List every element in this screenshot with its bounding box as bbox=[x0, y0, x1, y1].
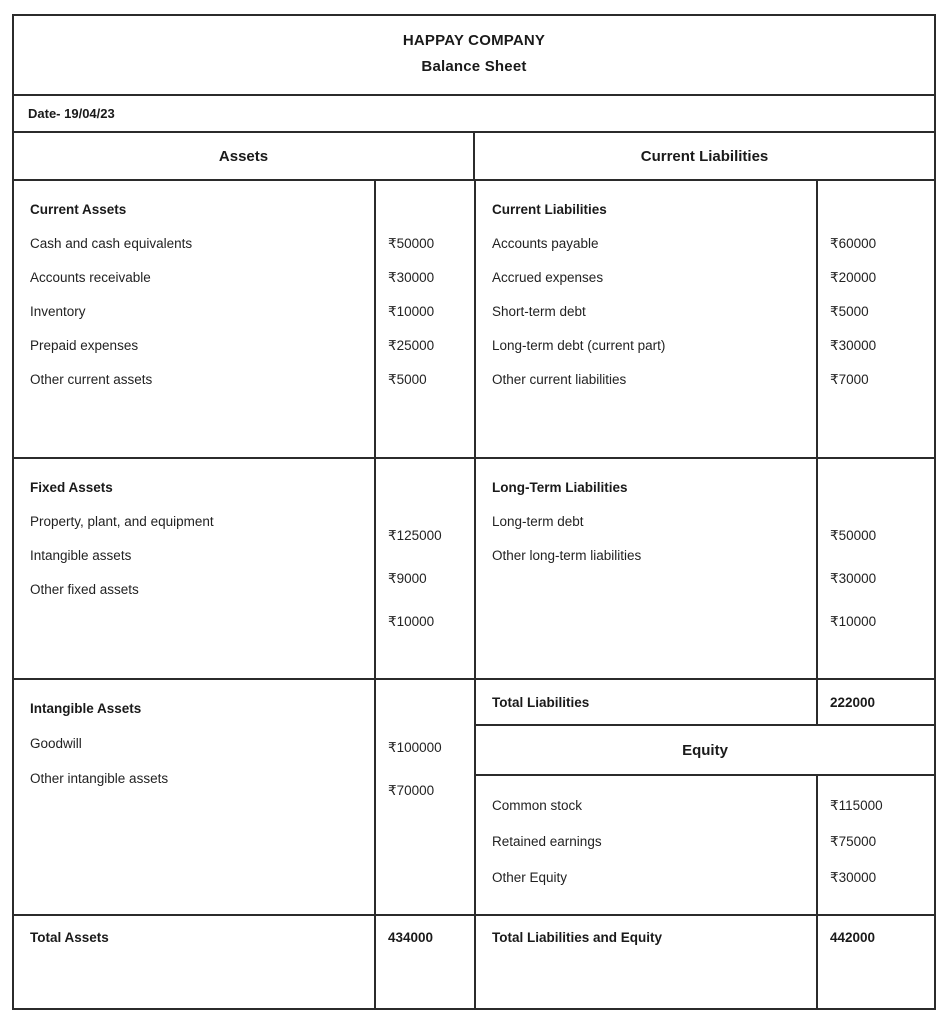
list-item: Prepaid expenses bbox=[30, 338, 139, 353]
amount-value: ₹20000 bbox=[830, 270, 877, 285]
long-term-liabilities-section bbox=[476, 459, 934, 680]
total-liabilities-label: Total Liabilities bbox=[492, 694, 590, 710]
list-item: Other intangible assets bbox=[30, 771, 169, 786]
current-liabilities-section bbox=[476, 181, 934, 459]
current-liabilities-title: Current Liabilities bbox=[492, 202, 607, 217]
assets-column bbox=[14, 181, 476, 1008]
date-row: Date- 19/04/23 bbox=[14, 96, 934, 133]
amount-value: ₹70000 bbox=[388, 783, 435, 798]
amount-value: ₹7000 bbox=[830, 372, 869, 387]
amount-spacer bbox=[388, 193, 474, 227]
equity-header: Equity bbox=[476, 726, 934, 776]
column-headers-row bbox=[14, 133, 934, 181]
amount-value: ₹60000 bbox=[830, 236, 877, 251]
total-assets-row bbox=[14, 916, 474, 1008]
amount-value: ₹10000 bbox=[830, 614, 877, 629]
amount-value: ₹115000 bbox=[830, 798, 883, 813]
amount-value: ₹30000 bbox=[388, 270, 435, 285]
list-item: Other long-term liabilities bbox=[492, 548, 642, 563]
list-item: Accounts receivable bbox=[30, 270, 151, 285]
current-assets-amounts bbox=[374, 181, 474, 457]
amount-value: ₹100000 bbox=[388, 740, 442, 755]
amount-value: ₹30000 bbox=[830, 870, 877, 885]
list-item: Cash and cash equivalents bbox=[30, 236, 193, 251]
document-subtitle: Balance Sheet bbox=[421, 58, 527, 75]
total-liabilities-amount: 222000 bbox=[816, 680, 934, 724]
fixed-assets-title: Fixed Assets bbox=[30, 480, 113, 495]
list-item: Accrued expenses bbox=[492, 270, 604, 285]
list-item: Common stock bbox=[492, 798, 583, 813]
amount-value: ₹9000 bbox=[388, 571, 427, 586]
amount-value: ₹5000 bbox=[830, 304, 869, 319]
amount-value: ₹10000 bbox=[388, 614, 435, 629]
amount-spacer bbox=[388, 692, 474, 726]
current-assets-section bbox=[14, 181, 474, 459]
current-assets-title: Current Assets bbox=[30, 202, 127, 217]
company-name: HAPPAY COMPANY bbox=[402, 32, 546, 49]
list-item: Retained earnings bbox=[492, 834, 602, 849]
document-title-block bbox=[14, 16, 934, 96]
list-item: Property, plant, and equipment bbox=[30, 514, 214, 529]
amount-value: ₹125000 bbox=[388, 528, 442, 543]
amount-value: ₹5000 bbox=[388, 372, 427, 387]
total-liabilities-and-equity-row bbox=[476, 916, 934, 1008]
list-item: Short-term debt bbox=[492, 304, 586, 319]
amount-value: ₹25000 bbox=[388, 338, 435, 353]
list-item: Other current liabilities bbox=[492, 372, 627, 387]
list-item: Intangible assets bbox=[30, 548, 132, 563]
intangible-assets-title: Intangible Assets bbox=[30, 701, 142, 716]
intangible-assets-labels bbox=[14, 680, 374, 914]
list-item: Goodwill bbox=[30, 736, 82, 751]
total-assets-label: Total Assets bbox=[30, 930, 109, 945]
list-item: Inventory bbox=[30, 304, 86, 319]
list-item: Other fixed assets bbox=[30, 582, 139, 597]
current-liabilities-column-header: Current Liabilities bbox=[640, 147, 769, 165]
list-item: Accounts payable bbox=[492, 236, 599, 251]
equity-labels bbox=[476, 776, 816, 914]
long-term-liabilities-labels bbox=[476, 459, 816, 678]
fixed-assets-amounts bbox=[374, 459, 474, 678]
amount-spacer bbox=[388, 471, 474, 514]
current-liabilities-amounts bbox=[816, 181, 934, 457]
list-item: Other current assets bbox=[30, 372, 153, 387]
equity-section bbox=[476, 776, 934, 916]
assets-column-header: Assets bbox=[14, 133, 475, 179]
total-assets-amount: 434000 bbox=[374, 916, 474, 1008]
amount-value: ₹75000 bbox=[830, 834, 877, 849]
intangible-assets-section bbox=[14, 680, 474, 916]
current-assets-labels bbox=[14, 181, 374, 457]
fixed-assets-section bbox=[14, 459, 474, 680]
fixed-assets-labels bbox=[14, 459, 374, 678]
intangible-assets-amounts bbox=[374, 680, 474, 914]
total-liabilities-row bbox=[476, 680, 934, 726]
equity-amounts bbox=[816, 776, 934, 914]
list-item: Other Equity bbox=[492, 870, 568, 885]
current-liabilities-labels bbox=[476, 181, 816, 457]
amount-spacer bbox=[830, 193, 934, 227]
grand-total-label: Total Liabilities and Equity bbox=[492, 930, 663, 945]
long-term-liabilities-title: Long-Term Liabilities bbox=[492, 480, 628, 495]
liabilities-column bbox=[476, 181, 934, 1008]
sheet-body bbox=[14, 181, 934, 1008]
long-term-liabilities-amounts bbox=[816, 459, 934, 678]
list-item: Long-term debt bbox=[492, 514, 584, 529]
amount-value: ₹30000 bbox=[830, 338, 877, 353]
amount-value: ₹10000 bbox=[388, 304, 435, 319]
grand-total-amount: 442000 bbox=[816, 916, 934, 1008]
amount-spacer bbox=[830, 471, 934, 514]
amount-value: ₹30000 bbox=[830, 571, 877, 586]
list-item: Long-term debt (current part) bbox=[492, 338, 666, 353]
amount-value: ₹50000 bbox=[830, 528, 877, 543]
amount-value: ₹50000 bbox=[388, 236, 435, 251]
balance-sheet-document bbox=[12, 14, 936, 1010]
